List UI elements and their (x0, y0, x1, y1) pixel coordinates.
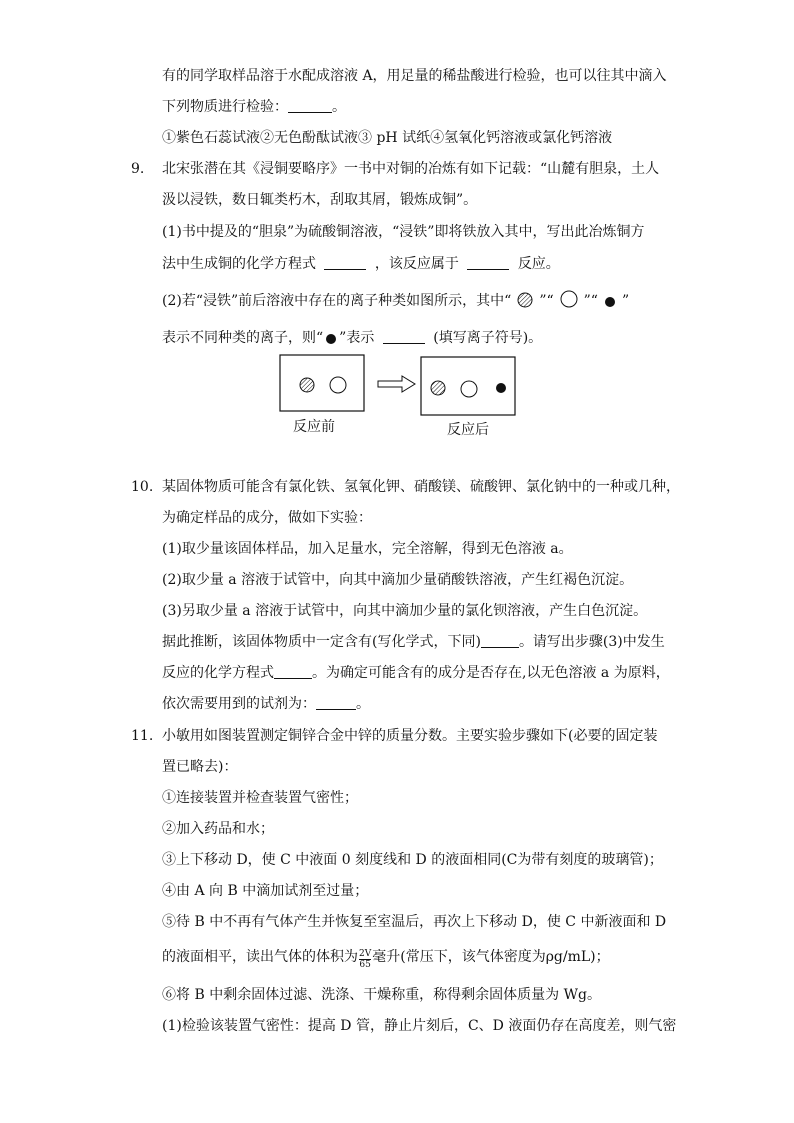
figure-label-after: 反应后 (447, 421, 489, 437)
before-box (280, 355, 364, 411)
reaction-arrow-icon (378, 376, 415, 392)
answer-blank (316, 695, 356, 710)
q9-line-2: 汲以浸铁，数日辄类朽木，刮取其屑，锻炼成铜”。 (162, 192, 478, 208)
q10-line-8a: 依次需要用到的试剂为： (162, 696, 316, 712)
hollow-ion-icon (330, 377, 346, 393)
q10-line-3: (1)取少量该固体样品，加入足量水，完全溶解，得到无色溶液 a。 (162, 541, 573, 557)
q10-line-7a: 反应的化学方程式 (162, 665, 274, 681)
q11-line-8b: 毫升(常压下，该气体密度为ρg/mL)； (372, 949, 610, 965)
figure-label-before: 反应前 (293, 418, 335, 434)
hatched-ion-icon (517, 292, 533, 308)
q10-line-6a: 据此推断，该固体物质中一定含有(写化学式，下同) (162, 634, 481, 650)
fraction-denominator: 65 (359, 960, 371, 970)
q10-line-4: (2)取少量 a 溶液于试管中，向其中滴加少量硝酸铁溶液，产生红褐色沉淀。 (162, 572, 634, 588)
q9-line-4b: ，该反应属于 (374, 256, 459, 272)
question-10-number: 10. (131, 479, 154, 495)
q10-line-1: 某固体物质可能含有氯化铁、氢氧化钾、硝酸镁、硫酸钾、氯化钠中的一种或几种， (162, 479, 680, 495)
q9-line-5d: ” (621, 293, 630, 309)
q11-line-6: ④由 A 向 B 中滴加试剂至过量； (162, 883, 369, 899)
solid-ion-icon (604, 296, 616, 308)
q10-line-6b: 。请写出步骤(3)中发生 (518, 634, 665, 650)
answer-blank (324, 255, 366, 270)
q10-line-7b: 。为确定可能含有的成分是否存在,以无色溶液 a 为原料， (312, 665, 670, 681)
answer-blank (481, 633, 519, 648)
q10-line-7 (162, 663, 670, 683)
q9-line-5b: ”“ (539, 293, 554, 309)
answer-blank (274, 664, 312, 679)
q10-line-5: (3)另取少量 a 溶液于试管中，向其中滴加少量的氯化钡溶液，产生白色沉淀。 (162, 603, 648, 619)
q9-line-3: (1)书中提及的“胆泉”为硫酸铜溶液，“浸铁”即将铁放入其中，写出此冶炼铜方 (162, 224, 645, 240)
q9-line-6a: 表示不同种类的离子，则“ (162, 330, 324, 346)
q9-line-5 (162, 290, 629, 311)
q11-line-8 (162, 947, 610, 970)
q9-line-6b: ”表示 (339, 330, 375, 346)
q11-line-2: 置已略去)： (162, 759, 238, 775)
solid-ion-icon (496, 383, 506, 393)
q11-line-1: 小敏用如图装置测定铜锌合金中锌的质量分数。主要实验步骤如下(必要的固定装 (162, 728, 658, 744)
after-box (421, 357, 515, 415)
q9-line-1: 北宋张潜在其《浸铜要略序》一书中对铜的冶炼有如下记载：“山麓有胆泉，土人 (162, 161, 660, 177)
q11-line-7: ⑤待 B 中不再有气体产生并恢复至室温后，再次上下移动 D，使 C 中新液面和 D (162, 914, 667, 930)
intro-line-1: 有的同学取样品溶于水配成溶液 A，用足量的稀盐酸进行检验，也可以往其中滴入 (162, 68, 667, 84)
ion-reaction-diagram (278, 352, 518, 418)
q10-line-6 (162, 632, 665, 652)
solid-ion-icon (325, 333, 337, 345)
answer-blank (467, 255, 509, 270)
hatched-ion-icon (300, 378, 314, 392)
q11-line-10: (1)检验该装置气密性：提高 D 管，静止片刻后，C、D 液面仍存在高度差，则气密 (162, 1018, 677, 1034)
intro-options: ①紫色石蕊试液②无色酚酞试液③ pH 试纸④氢氧化钙溶液或氯化钙溶液 (162, 130, 613, 146)
q11-line-8a: 的液面相平，读出气体的体积为 (162, 949, 358, 965)
q9-line-6 (162, 328, 542, 348)
q9-line-4c: 反应。 (517, 256, 560, 272)
q10-line-8b: 。 (356, 696, 370, 712)
hollow-ion-icon (560, 290, 578, 308)
answer-blank (288, 98, 332, 113)
q10-line-2: 为确定样品的成分，做如下实验： (162, 510, 372, 526)
hatched-ion-icon (431, 381, 445, 395)
intro-line-2-end: 。 (332, 99, 346, 115)
q9-line-4a: 法中生成铜的化学方程式 (162, 256, 316, 272)
answer-blank (383, 329, 425, 344)
q9-line-5a: (2)若“浸铁”前后溶液中存在的离子种类如图所示，其中“ (162, 293, 512, 309)
q11-line-4: ②加入药品和水； (162, 821, 274, 837)
q9-line-6c: (填写离子符号)。 (433, 330, 543, 346)
q10-line-8 (162, 694, 370, 714)
q11-line-5: ③上下移动 D，使 C 中液面 0 刻度线和 D 的液面相同(C为带有刻度的玻璃管)； (162, 852, 663, 868)
volume-fraction (359, 949, 371, 970)
question-11-number: 11. (131, 728, 154, 744)
intro-line-2 (162, 97, 346, 117)
question-9-number: 9. (131, 161, 145, 177)
q9-line-5c: ”“ (583, 293, 598, 309)
q11-line-9: ⑥将 B 中剩余固体过滤、洗涤、干燥称重，称得剩余固体质量为 Wg。 (162, 987, 601, 1003)
hollow-ion-icon (461, 381, 477, 397)
fraction-numerator: 2V (359, 949, 372, 959)
q11-line-3: ①连接装置并检查装置气密性； (162, 790, 358, 806)
intro-line-2-text: 下列物质进行检验： (162, 99, 288, 115)
q9-line-4 (162, 254, 560, 274)
